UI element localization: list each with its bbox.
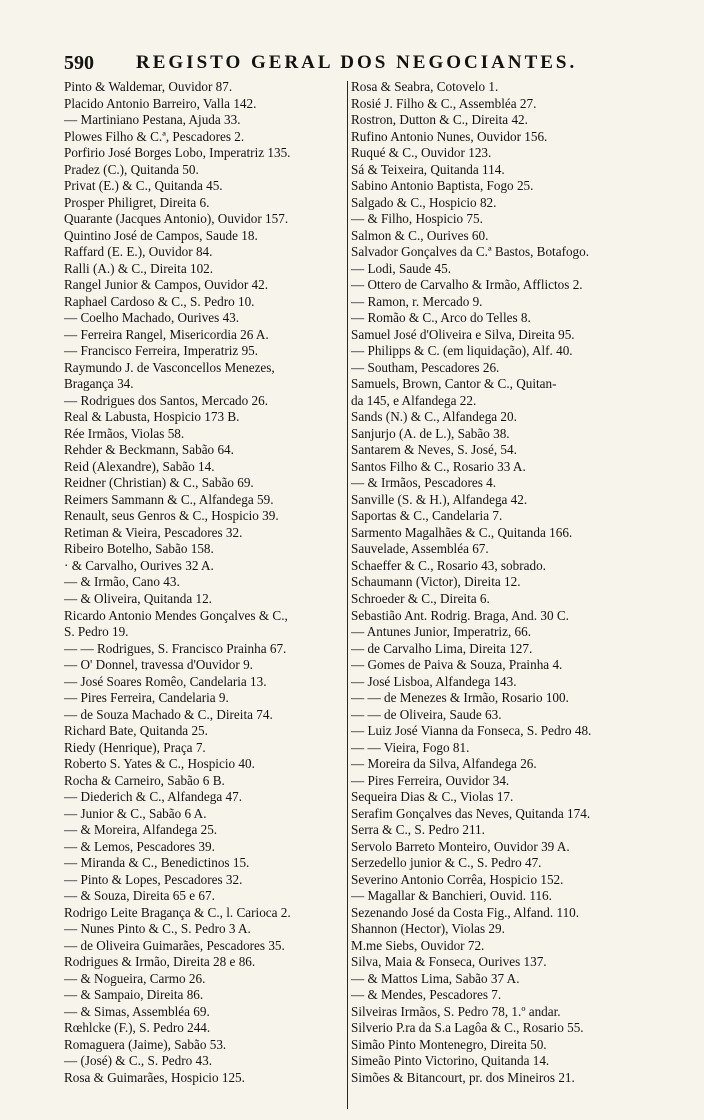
directory-entry: — — Rodrigues, S. Francisco Prainha 67. [64, 640, 287, 656]
directory-entry: — José Soares Romêo, Candelaria 13. [64, 673, 267, 689]
directory-entry: Salvador Gonçalves da C.ª Bastos, Botafogo. [351, 244, 590, 260]
directory-entry: Rosié J. Filho & C., Assembléa 27. [351, 95, 537, 111]
directory-entry: Romaguera (Jaime), Sabão 53. [64, 1036, 227, 1052]
directory-entry: Santarem & Neves, S. José, 54. [351, 442, 517, 458]
directory-entry: Retiman & Vieira, Pescadores 32. [64, 524, 243, 540]
directory-entry: — & Mendes, Pescadores 7. [351, 987, 502, 1003]
directory-entry: — & Simas, Assembléa 69. [64, 1003, 210, 1019]
running-title: REGISTO GERAL DOS NEGOCIANTES. [136, 52, 578, 73]
directory-entry: Reid (Alexandre), Sabão 14. [64, 458, 215, 474]
directory-entry: — Diederich & C., Alfandega 47. [64, 789, 242, 805]
directory-entry: — Ramon, r. Mercado 9. [351, 293, 483, 309]
directory-entry: Simões & Bitancourt, pr. dos Mineiros 21. [351, 1069, 575, 1085]
directory-entry: Samuels, Brown, Cantor & C., Quitan- [351, 376, 557, 392]
directory-entry: Sanville (S. & H.), Alfandega 42. [351, 491, 528, 507]
directory-entry: — & Filho, Hospicio 75. [351, 211, 483, 227]
directory-entry: Raymundo J. de Vasconcellos Menezes, [64, 359, 275, 375]
left-column [64, 79, 347, 1109]
directory-entry: Privat (E.) & C., Quitanda 45. [64, 178, 223, 194]
directory-entry: Rodrigues & Irmão, Direita 28 e 86. [64, 954, 256, 970]
directory-entry: Sá & Teixeira, Quitanda 114. [351, 161, 505, 177]
directory-entry: Schaeffer & C., Rosario 43, sobrado. [351, 557, 546, 573]
directory-entry: Serra & C., S. Pedro 211. [351, 822, 485, 838]
directory-entry: Silverio P.ra da S.a Lagôa & C., Rosario 55. [351, 1020, 584, 1036]
directory-entry: — & Sampaio, Direita 86. [64, 987, 204, 1003]
directory-entry: Ruqué & C., Ouvidor 123. [351, 145, 492, 161]
page-header [64, 50, 664, 76]
directory-entry: — Coelho Machado, Ourives 43. [64, 310, 240, 326]
directory-entry: Simeão Pinto Victorino, Quitanda 14. [351, 1053, 550, 1069]
directory-entry: Sebastião Ant. Rodrig. Braga, And. 30 C. [351, 607, 569, 623]
directory-entry: — Miranda & C., Benedictinos 15. [64, 855, 250, 871]
directory-entry: — Pires Ferreira, Ouvidor 34. [351, 772, 510, 788]
directory-entry: Sezenando José da Costa Fig., Alfand. 110. [351, 904, 580, 920]
directory-entry: — de Carvalho Lima, Direita 127. [351, 640, 533, 656]
directory-entry: Placido Antonio Barreiro, Valla 142. [64, 95, 257, 111]
directory-entry: — Martiniano Pestana, Ajuda 33. [64, 112, 241, 128]
directory-entry: Real & Labusta, Hospicio 173 B. [64, 409, 240, 425]
directory-entry: M.me Siebs, Ouvidor 72. [351, 937, 485, 953]
directory-entry: Salgado & C., Hospicio 82. [351, 194, 497, 210]
directory-entry: Sanjurjo (A. de L.), Sabão 38. [351, 425, 510, 441]
directory-entry: Rostron, Dutton & C., Direita 42. [351, 112, 528, 128]
directory-entry: Rosa & Guimarães, Hospicio 125. [64, 1069, 245, 1085]
directory-entry: Rangel Junior & Campos, Ouvidor 42. [64, 277, 269, 293]
directory-entry: — de Souza Machado & C., Direita 74. [64, 706, 273, 722]
directory-entry: — — de Oliveira, Saude 63. [351, 706, 502, 722]
directory-entry: Silva, Maia & Fonseca, Ourives 137. [351, 954, 547, 970]
directory-entry: · & Carvalho, Ourives 32 A. [64, 557, 214, 573]
directory-entry: Sauvelade, Assembléa 67. [351, 541, 489, 557]
directory-entry: — Francisco Ferreira, Imperatriz 95. [64, 343, 259, 359]
directory-entry: Sabino Antonio Baptista, Fogo 25. [351, 178, 534, 194]
directory-entry: Prosper Philigret, Direita 6. [64, 194, 210, 210]
directory-entry: Quarante (Jacques Antonio), Ouvidor 157. [64, 211, 289, 227]
directory-entry: — Rodrigues dos Santos, Mercado 26. [64, 392, 269, 408]
column-divider [347, 81, 348, 1109]
directory-entry: Sarmento Magalhães & C., Quitanda 166. [351, 524, 573, 540]
directory-entry: — Gomes de Paiva & Souza, Prainha 4. [351, 657, 563, 673]
directory-entry: — Nunes Pinto & C., S. Pedro 3 A. [64, 921, 251, 937]
directory-entry: Sequeira Dias & C., Violas 17. [351, 789, 514, 805]
directory-entry: — & Irmão, Cano 43. [64, 574, 180, 590]
directory-entry: — (José) & C., S. Pedro 43. [64, 1053, 212, 1069]
directory-entry: Renault, seus Genros & C., Hospicio 39. [64, 508, 279, 524]
directory-entry: Porfirio José Borges Lobo, Imperatriz 135. [64, 145, 291, 161]
directory-entry: Ricardo Antonio Mendes Gonçalves & C., [64, 607, 288, 623]
directory-entry: Simão Pinto Montenegro, Direita 50. [351, 1036, 547, 1052]
right-column [351, 79, 661, 1109]
directory-entry: Schaumann (Victor), Direita 12. [351, 574, 521, 590]
directory-entry: — & Moreira, Alfandega 25. [64, 822, 218, 838]
directory-entry: Shannon (Hector), Violas 29. [351, 921, 505, 937]
page-number: 590 [64, 51, 94, 74]
directory-entry: — — de Menezes & Irmão, Rosario 100. [351, 690, 569, 706]
directory-entry: Reimers Sammann & C., Alfandega 59. [64, 491, 274, 507]
directory-entry: — Ottero de Carvalho & Irmão, Afflictos 2. [351, 277, 583, 293]
directory-entry: Rœhlcke (F.), S. Pedro 244. [64, 1020, 211, 1036]
directory-entry: Quintino José de Campos, Saude 18. [64, 227, 258, 243]
directory-entry: Reidner (Christian) & C., Sabão 69. [64, 475, 254, 491]
directory-entry: Rufino Antonio Nunes, Ouvidor 156. [351, 128, 548, 144]
directory-entry: Ribeiro Botelho, Sabão 158. [64, 541, 214, 557]
directory-entry: — & Nogueira, Carmo 26. [64, 970, 206, 986]
directory-entry: Roberto S. Yates & C., Hospicio 40. [64, 756, 255, 772]
directory-entry: — & Oliveira, Quitanda 12. [64, 590, 212, 606]
directory-entry: da 145, e Alfandega 22. [351, 392, 477, 408]
directory-entry: Servolo Barreto Monteiro, Ouvidor 39 A. [351, 838, 570, 854]
directory-entry: Ralli (A.) & C., Direita 102. [64, 260, 214, 276]
directory-entry: Riedy (Henrique), Praça 7. [64, 739, 206, 755]
directory-entry: — O' Donnel, travessa d'Ouvidor 9. [64, 657, 253, 673]
directory-entry: — & Mattos Lima, Sabão 37 A. [351, 970, 520, 986]
directory-columns [64, 79, 668, 1109]
directory-entry: Raphael Cardoso & C., S. Pedro 10. [64, 293, 255, 309]
directory-entry: Pradez (C.), Quitanda 50. [64, 161, 199, 177]
directory-entry: S. Pedro 19. [64, 624, 129, 640]
directory-entry: — & Irmãos, Pescadores 4. [351, 475, 497, 491]
directory-entry: — Moreira da Silva, Alfandega 26. [351, 756, 537, 772]
directory-entry: Severino Antonio Corrêa, Hospicio 152. [351, 871, 564, 887]
directory-entry: Pinto & Waldemar, Ouvidor 87. [64, 79, 233, 94]
directory-entry: Serafim Gonçalves das Neves, Quitanda 174. [351, 805, 591, 821]
directory-entry: Raffard (E. E.), Ouvidor 84. [64, 244, 213, 260]
directory-entry: — & Lemos, Pescadores 39. [64, 838, 215, 854]
directory-entry: Santos Filho & C., Rosario 33 A. [351, 458, 526, 474]
directory-entry: Plowes Filho & C.ª, Pescadores 2. [64, 128, 245, 144]
directory-entry: Serzedello junior & C., S. Pedro 47. [351, 855, 542, 871]
directory-entry: — de Oliveira Guimarães, Pescadores 35. [64, 937, 285, 953]
directory-entry: Sands (N.) & C., Alfandega 20. [351, 409, 517, 425]
directory-entry: Rée Irmãos, Violas 58. [64, 425, 185, 441]
directory-entry: — Magallar & Banchieri, Ouvid. 116. [351, 888, 552, 904]
directory-entry: Saportas & C., Candelaria 7. [351, 508, 503, 524]
directory-entry: Samuel José d'Oliveira e Silva, Direita 95. [351, 326, 575, 342]
directory-entry: Rosa & Seabra, Cotovelo 1. [351, 79, 499, 94]
directory-entry: Salmon & C., Ourives 60. [351, 227, 489, 243]
directory-entry: — Lodi, Saude 45. [351, 260, 451, 276]
directory-entry: — Antunes Junior, Imperatriz, 66. [351, 624, 532, 640]
directory-entry: — Romão & C., Arco do Telles 8. [351, 310, 531, 326]
directory-entry: Rocha & Carneiro, Sabão 6 B. [64, 772, 225, 788]
directory-entry: Schroeder & C., Direita 6. [351, 590, 490, 606]
directory-entry: — Pinto & Lopes, Pescadores 32. [64, 871, 243, 887]
directory-entry: Rodrigo Leite Bragança & C., l. Carioca 2. [64, 904, 291, 920]
directory-entry: — & Souza, Direita 65 e 67. [64, 888, 215, 904]
directory-entry: — Luiz José Vianna da Fonseca, S. Pedro 48. [351, 723, 592, 739]
directory-entry: Silveiras Irmãos, S. Pedro 78, 1.º andar. [351, 1003, 561, 1019]
directory-entry: — José Lisboa, Alfandega 143. [351, 673, 517, 689]
directory-entry: — Ferreira Rangel, Misericordia 26 A. [64, 326, 269, 342]
directory-entry: Rehder & Beckmann, Sabão 64. [64, 442, 234, 458]
directory-entry: — Junior & C., Sabão 6 A. [64, 805, 207, 821]
directory-entry: Bragança 34. [64, 376, 134, 392]
directory-entry: — Philipps & C. (em liquidação), Alf. 40. [351, 343, 573, 359]
directory-entry: — Pires Ferreira, Candelaria 9. [64, 690, 229, 706]
directory-entry: — Southam, Pescadores 26. [351, 359, 500, 375]
directory-entry: Richard Bate, Quitanda 25. [64, 723, 208, 739]
directory-entry: — — Vieira, Fogo 81. [351, 739, 470, 755]
